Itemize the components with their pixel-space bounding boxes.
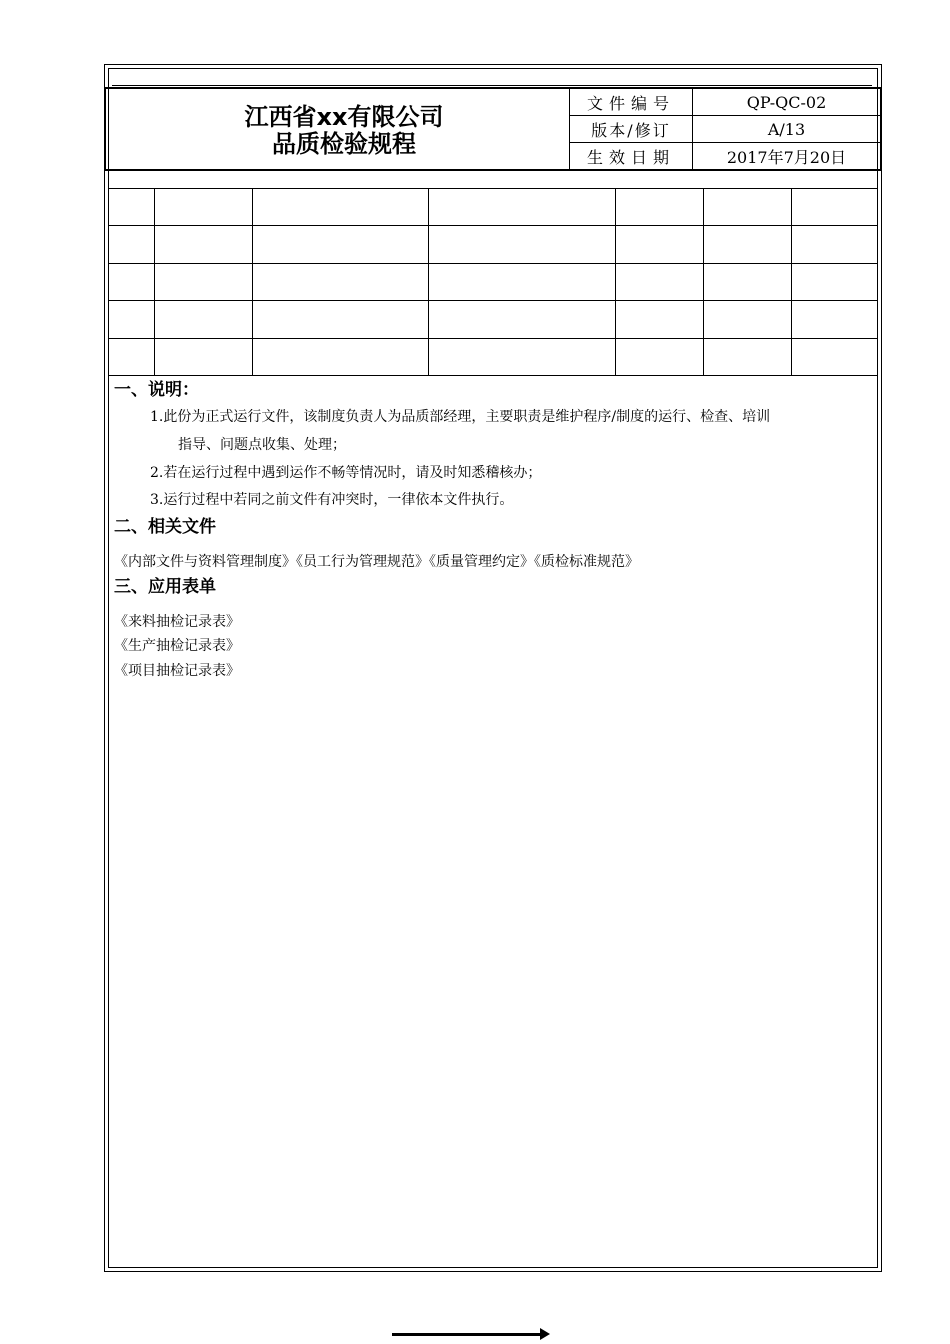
table-cell: [704, 189, 792, 226]
description-item-3: 3.运行过程中若同之前文件有冲突时，一律依本文件执行。: [150, 492, 514, 508]
table-cell: [704, 301, 792, 338]
table-cell: [792, 226, 878, 263]
table-row: [109, 301, 878, 338]
table-cell: [252, 226, 428, 263]
table-cell: [154, 189, 252, 226]
arrow-head-icon: [540, 1328, 550, 1340]
top-rule: [112, 85, 872, 86]
form-item: 《来料抽检记录表》: [114, 614, 240, 630]
table-cell: [109, 301, 155, 338]
table-cell: [704, 338, 792, 375]
table-cell: [252, 301, 428, 338]
table-cell: [616, 263, 704, 300]
meta-label-version: 版本/修订: [570, 116, 693, 143]
table-cell: [616, 301, 704, 338]
table-cell: [109, 263, 155, 300]
table-cell: [792, 263, 878, 300]
table-cell: [792, 189, 878, 226]
table-cell: [252, 189, 428, 226]
table-cell: [616, 226, 704, 263]
meta-value-version: A/13: [693, 116, 881, 143]
table-cell: [616, 189, 704, 226]
document-header: [104, 87, 882, 171]
table-row: [109, 338, 878, 375]
arrow-right-icon: [392, 1333, 542, 1336]
company-block: [106, 89, 570, 169]
meta-value-effective-date: 2017年7月20日: [726, 147, 847, 167]
section-heading-forms: 三、应用表单: [114, 577, 216, 597]
table-cell: [154, 301, 252, 338]
meta-row: [570, 143, 880, 170]
meta-label-effective-date: 生效日期: [570, 143, 693, 170]
description-item-1-cont: 指导、问题点收集、处理；: [178, 437, 346, 453]
description-item-2: 2.若在运行过程中遇到运作不畅等情况时，请及时知悉稽核办；: [150, 465, 542, 481]
table-cell: [792, 301, 878, 338]
meta-row: [570, 116, 880, 143]
table-cell: [792, 338, 878, 375]
table-cell: [154, 226, 252, 263]
table-cell: [704, 263, 792, 300]
table-cell: [109, 189, 155, 226]
table-cell: [704, 226, 792, 263]
table-cell: [428, 338, 616, 375]
table-cell: [616, 338, 704, 375]
meta-row: [570, 89, 880, 116]
document-meta-table: [570, 89, 880, 169]
table-cell: [109, 338, 155, 375]
table-cell: [109, 226, 155, 263]
table-cell: [252, 263, 428, 300]
company-name: 江西省xx有限公司: [244, 103, 444, 131]
revision-table: [108, 188, 878, 376]
table-cell: [154, 338, 252, 375]
description-item-1: 1.此份为正式运行文件，该制度负责人为品质部经理，主要职责是维护程序/制度的运行、检查、培训: [150, 409, 771, 425]
table-cell: [428, 189, 616, 226]
section-heading-description: 一、说明：: [114, 380, 199, 400]
table-cell: [252, 338, 428, 375]
table-row: [109, 226, 878, 263]
form-item: 《项目抽检记录表》: [114, 663, 240, 679]
related-docs-list: 《内部文件与资料管理制度》《员工行为管理规范》《质量管理约定》《质检标准规范》: [114, 554, 639, 570]
form-item: 《生产抽检记录表》: [114, 638, 240, 654]
table-cell: [428, 226, 616, 263]
table-cell: [428, 301, 616, 338]
section-heading-related-docs: 二、相关文件: [114, 517, 216, 537]
meta-label-doc-number: 文件编号: [570, 89, 693, 116]
table-cell: [154, 263, 252, 300]
meta-value-doc-number: QP-QC-02: [693, 89, 881, 116]
table-row: [109, 263, 878, 300]
table-cell: [428, 263, 616, 300]
document-title: 品质检验规程: [272, 130, 416, 158]
table-row: [109, 189, 878, 226]
